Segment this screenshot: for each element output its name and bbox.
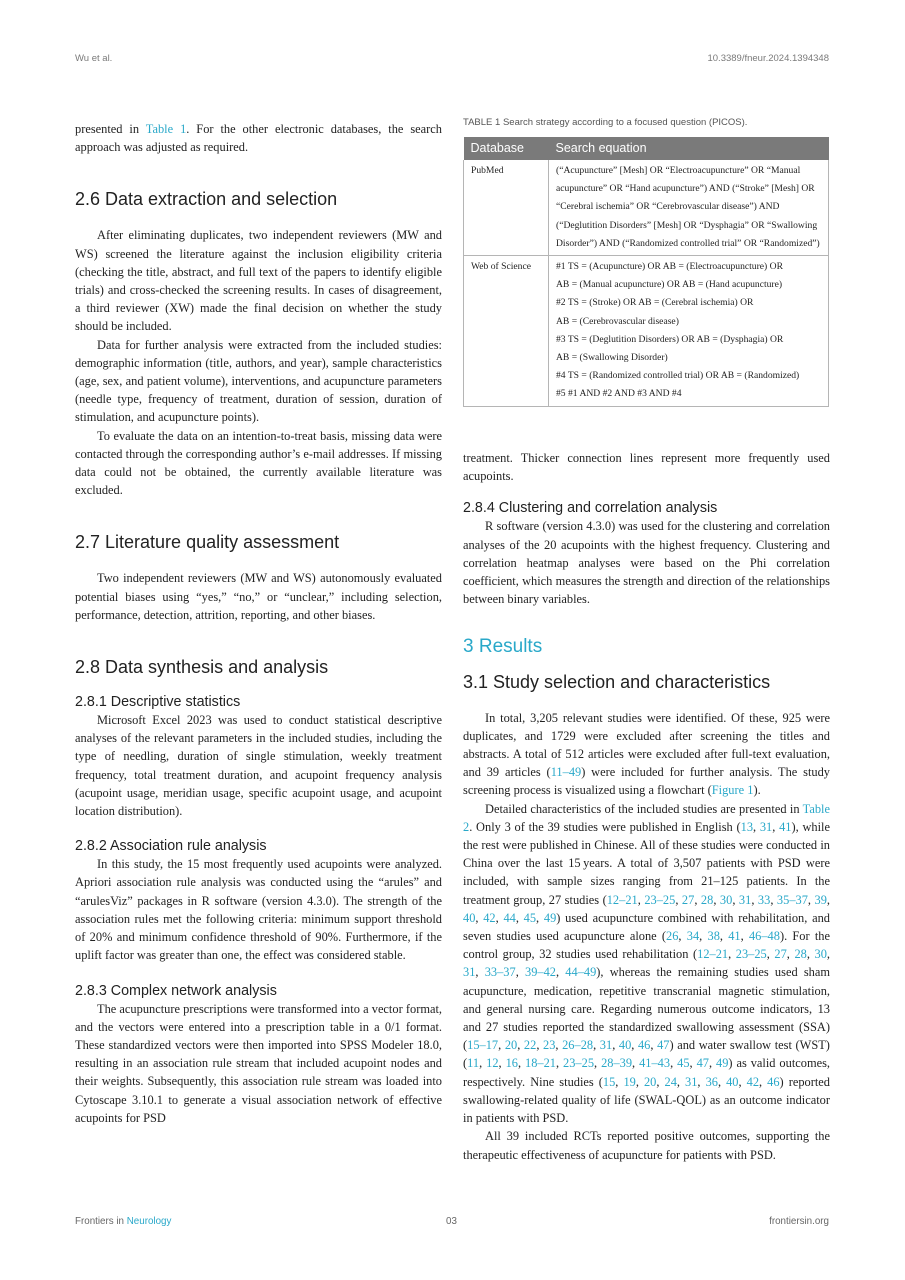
text-run: ,: [678, 929, 687, 944]
section-3-1-p3: All 39 included RCTs reported positive outcomes, supporting the therapeutic effectiveness of acupuncture for patients with PSD.: [463, 1129, 830, 1162]
section-2-6-p3: To evaluate the data on an intention-to-treat basis, missing data were contacted through the corresponding author’s e-mail addresses. If missing data could not be obtained, the currently available literature was excluded.: [75, 428, 442, 498]
citation-link[interactable]: 42: [746, 1074, 760, 1089]
table-cell-equation: (“Acupuncture” [Mesh] OR “Electroacupuncture” OR “Manual acupuncture” OR “Hand acupuncture”) AND (“Stroke” [Mesh] OR “Cerebral ischemia” OR “Cerebrovascular disease”) AND (“Deglutition Disorders” [Mesh] OR “Dysphagia” OR “Swallowing Disorder”) AND (“Randomized controlled trial” OR “Randomized”): [549, 160, 829, 256]
text-run: ,: [615, 1074, 624, 1089]
text-run: ,: [699, 929, 708, 944]
citation-link[interactable]: 11: [467, 1056, 480, 1071]
citation-link[interactable]: 19: [623, 1074, 636, 1089]
citation-link[interactable]: 28: [700, 892, 714, 907]
citation-link[interactable]: 31: [685, 1074, 698, 1089]
table-cell-database: PubMed: [464, 160, 549, 256]
text-run: ,: [536, 1038, 544, 1053]
results-heading: 3 Results: [463, 636, 543, 658]
text-run: ,: [759, 1074, 768, 1089]
citation-link[interactable]: 27: [774, 947, 787, 962]
citation-link[interactable]: 31: [759, 819, 773, 834]
citation-link[interactable]: 35–37: [776, 892, 808, 907]
citation-link[interactable]: 24: [664, 1074, 677, 1089]
table-row: [464, 160, 829, 256]
text-run: ,: [479, 1056, 487, 1071]
text-run: ,: [676, 1074, 686, 1089]
equation-line: #2 TS = (Stroke) OR AB = (Cerebral ischemia) OR: [556, 297, 754, 309]
equation-line: AB = (Swallowing Disorder): [556, 352, 668, 364]
section-2-7-title: 2.7 Literature quality assessment: [75, 532, 340, 553]
text-run: ,: [498, 1056, 506, 1071]
section-3-1-p2: [463, 800, 830, 1128]
text-run: ,: [515, 910, 524, 925]
citation-link[interactable]: 44: [503, 910, 516, 925]
citation-link[interactable]: 40: [618, 1038, 632, 1053]
citation-link[interactable]: 12–21: [606, 892, 638, 907]
text-run: ,: [708, 1056, 716, 1071]
section-2-8-4-title: 2.8.4 Clustering and correlation analysis: [463, 500, 718, 517]
citation-link[interactable]: 28: [794, 947, 807, 962]
equation-line: #5 #1 AND #2 AND #3 AND #4: [556, 388, 682, 400]
text-run: ,: [637, 892, 645, 907]
text-run: ,: [751, 892, 758, 907]
text-run: ) used acupuncture combined with rehabilitation, and seven studies used acupuncture alone (: [463, 910, 830, 944]
text-run: ,: [717, 1074, 727, 1089]
text-run: ,: [498, 1038, 505, 1053]
text-run: ) as valid outcomes, respectively. Nine studies (: [463, 1056, 831, 1089]
citation-link[interactable]: 46: [767, 1074, 780, 1089]
section-3-1-p1: [463, 709, 830, 800]
footer-journal: Frontiers in Neurology: [75, 1216, 172, 1227]
table-row: [464, 256, 829, 407]
citation-link[interactable]: 41: [728, 929, 741, 944]
citation-link[interactable]: 31: [463, 965, 476, 980]
section-2-8-2-title: 2.8.2 Association rule analysis: [75, 838, 267, 855]
citation-link[interactable]: 30: [814, 947, 827, 962]
citation-link[interactable]: 11–49: [550, 765, 582, 780]
citation-link[interactable]: 40: [463, 910, 476, 925]
section-2-8-1-title: 2.8.1 Descriptive statistics: [75, 694, 241, 711]
citation-link[interactable]: 28–39: [601, 1056, 633, 1071]
right-column: [463, 449, 830, 1164]
text-run: ,: [517, 1038, 524, 1053]
citation-link[interactable]: 39–42: [525, 965, 556, 980]
text-run: ,: [738, 1074, 747, 1089]
text-run: ,: [635, 1074, 644, 1089]
text-run: ,: [517, 1056, 525, 1071]
citation-link[interactable]: 39: [814, 892, 827, 907]
section-2-8-title: 2.8 Data synthesis and analysis: [75, 657, 329, 678]
text-run: ,: [475, 965, 485, 980]
section-2-8-4-p: R software (version 4.3.0) was used for the clustering and correlation analyses of the 20 acupoints with the highest frequency. Clustering and correlation heatmap analyses were based on the Phi correlation coefficient, which measures the strength and direction of the relationships between binary variables.: [463, 519, 830, 607]
text-run: ,: [515, 965, 525, 980]
running-header-authors: Wu et al.: [75, 53, 113, 64]
text-run: ,: [536, 910, 544, 925]
section-2-8-2-p: In this study, the 15 most frequently used acupoints were analyzed. Apriori association rule analysis was conducted using the “arules” and “arulesViz” packages in R software (version 4.3.0). The strength of the association rules met the following criteria: minimum support threshold of 20% and minimum confidence threshold of 90%. Furthermore, if the uplift factor was greater than one, the effect was considered stable.: [75, 857, 442, 963]
equation-line: #3 TS = (Deglutition Disorders) OR AB = (Dysphagia) OR: [556, 333, 784, 345]
table-cell-equation: [549, 256, 829, 407]
text-run: ,: [766, 947, 775, 962]
citation-link[interactable]: 42: [483, 910, 496, 925]
table-header-row: [464, 137, 829, 160]
citation-link[interactable]: 23–25: [563, 1056, 595, 1071]
citation-link[interactable]: 26: [666, 929, 679, 944]
citation-link[interactable]: 45: [677, 1056, 690, 1071]
citation-link[interactable]: 15–17: [467, 1038, 499, 1053]
text-run: ,: [713, 892, 720, 907]
citation-link[interactable]: 46: [637, 1038, 651, 1053]
text-run: ,: [555, 965, 566, 980]
citation-link[interactable]: 47: [657, 1038, 670, 1053]
text-run: ,: [770, 892, 777, 907]
section-2-7-p1: Two independent reviewers (MW and WS) autonomously evaluated potential biases using “yes,” “no,” or “unclear,” including selection, performance, detection, attrition, reporting, and other biases.: [75, 571, 442, 622]
text-run: ) reported swallowing-related quality of life (SWAL-QOL) as an outcome indicator in patients with PSD.: [463, 1074, 830, 1126]
text-run: ,: [555, 1056, 564, 1071]
citation-link[interactable]: 12–21: [697, 947, 729, 962]
citation-link[interactable]: 20: [504, 1038, 518, 1053]
text-run: ,: [650, 1038, 658, 1053]
table1: [463, 137, 829, 407]
citation-link[interactable]: 40: [726, 1074, 739, 1089]
text-run: ,: [728, 947, 736, 962]
citation-link[interactable]: 49: [543, 910, 557, 925]
citation-link[interactable]: 23: [543, 1038, 556, 1053]
equation-line: AB = (Cerebrovascular disease): [556, 315, 679, 327]
text-run: ,: [826, 892, 831, 907]
text-run: ,: [670, 1056, 678, 1071]
citation-link[interactable]: 31: [599, 1038, 613, 1053]
equation-line: #1 TS = (Acupuncture) OR AB = (Electroacupuncture) OR: [556, 261, 783, 273]
text-run: ,: [806, 947, 815, 962]
citation-link[interactable]: 44–49: [565, 965, 597, 980]
citation-link[interactable]: 49: [716, 1056, 729, 1071]
citation-link[interactable]: 12: [486, 1056, 499, 1071]
text-run: ). For the control group, 32 studies used rehabilitation (: [463, 929, 830, 962]
citation-link[interactable]: 23–25: [735, 947, 767, 962]
text-run: ,: [772, 819, 780, 834]
table-header-search-equation: Search equation: [549, 137, 829, 160]
citation-link[interactable]: 18–21: [525, 1056, 556, 1071]
section-2-6-p2: Data for further analysis were extracted from the included studies: demographic information (title, authors, and year), sample characteristics (age, sex, and patient volume), interventions, and acupuncture parameters (needle type, frequency of treatment, duration of session, duration of stimulation, and acupuncture points).: [75, 337, 442, 425]
table1-caption: TABLE 1 Search strategy according to a focused question (PICOS).: [463, 117, 748, 128]
citation-link[interactable]: 26–28: [562, 1038, 594, 1053]
section-3-1-title: 3.1 Study selection and characteristics: [463, 671, 771, 692]
text-run: In total, 3,205 relevant studies were identified. Of these, 925 were duplicates, and 1729 were excluded after screening the titles and abstracts. A total of 512 articles were excluded after full-text evaluation, and 39 articles (: [463, 710, 830, 780]
text-run: ).: [753, 783, 761, 798]
text-run: ,: [495, 910, 504, 925]
citation-link[interactable]: 30: [719, 892, 733, 907]
text-run: ,: [656, 1074, 665, 1089]
citation-link[interactable]: 33–37: [484, 965, 516, 980]
text-run: ,: [555, 1038, 563, 1053]
text-run: ,: [631, 1038, 638, 1053]
text-run: Detailed characteristics of the included studies are presented in: [485, 801, 803, 816]
citation-link[interactable]: 45: [523, 910, 537, 925]
text-run: ,: [632, 1056, 640, 1071]
citation-link[interactable]: 47: [696, 1056, 709, 1071]
text-run: ), whereas the remaining studies used sham acupuncture, medication, repetitive transcranial magnetic stimulation, and general nursing care. Regarding numerous outcome indicators, 13 and 27 studies reported the standardized swallowing assessment (SSA) (: [463, 965, 830, 1053]
citation-link[interactable]: 16: [505, 1056, 518, 1071]
equation-line: #4 TS = (Randomized controlled trial) OR AB = (Randomized): [556, 370, 800, 382]
text-run: ,: [593, 1038, 600, 1053]
text-run: ,: [594, 1056, 602, 1071]
table1-figure: [463, 117, 830, 407]
text-run: ,: [740, 929, 749, 944]
citation-link[interactable]: 41–43: [639, 1056, 671, 1071]
footer-site-link[interactable]: frontiersin.org: [769, 1216, 829, 1227]
text-run: . Only 3 of the 39 studies were published in English (: [469, 819, 741, 834]
citation-link[interactable]: 22: [523, 1038, 537, 1053]
page-number: 03: [446, 1216, 457, 1227]
text-run: ,: [697, 1074, 706, 1089]
citation-link[interactable]: 15: [602, 1074, 616, 1089]
section-2-6-title: 2.6 Data extraction and selection: [75, 189, 338, 210]
section-2-8-3-p: The acupuncture prescriptions were transformed into a vector format, and the vectors were entered into a prescription table in a 0/1 format. These standardized vectors were then imported into SPSS Modeler 18.0, resulting in an association rule stream that included acupoint nodes and their weights. Subsequently, this association rule stream was loaded into Cytoscape 3.10.1 to generate a visual association network of effective acupoints for PSD: [75, 1001, 442, 1125]
citation-link[interactable]: 23–25: [644, 892, 676, 907]
text-run: ,: [753, 819, 760, 834]
citation-link[interactable]: 41: [779, 819, 792, 834]
section-2-8-3-title: 2.8.3 Complex network analysis: [75, 982, 277, 999]
citation-link[interactable]: 33: [757, 892, 771, 907]
text-run: ,: [826, 947, 830, 962]
text-run: ,: [786, 947, 795, 962]
citation-link[interactable]: 46–48: [748, 929, 780, 944]
text-run: ,: [612, 1038, 619, 1053]
table1-link[interactable]: Table 1: [145, 122, 187, 136]
text-run: ,: [694, 892, 701, 907]
table-header-database: Database: [464, 137, 549, 160]
text-run: ,: [719, 929, 729, 944]
intro-paragraph: presented in Table 1. For the other electronic databases, the search approach was adjusted as required.: [75, 122, 442, 155]
running-header-doi: 10.3389/fneur.2024.1394348: [707, 53, 829, 64]
section-2-6-p1: After eliminating duplicates, two independent reviewers (MW and WS) screened the literature against the inclusion eligibility criteria (checking the title, abstract, and full text of the papers to identify eligible trials) and cross-checked the screening results. In cases of disagreement, a third reviewer (XW) made the final decision on whether the study should be included.: [75, 228, 442, 334]
citation-link[interactable]: Figure 1: [711, 783, 754, 798]
citation-link[interactable]: 38: [707, 929, 720, 944]
text-run: ,: [675, 892, 682, 907]
text-run: ,: [732, 892, 739, 907]
text-run: ,: [689, 1056, 697, 1071]
citation-link[interactable]: 34: [686, 929, 700, 944]
citation-link[interactable]: Table 2: [463, 801, 830, 834]
table-cell-database: Web of Science: [464, 256, 549, 407]
text-run: ), while the rest were published in Chinese. All of these studies were conducted in China over the last 15 years. A total of 3,507 patients with PSD were included, with sample sizes ranging from 21–125 patients. In the treatment group, 27 studies (: [463, 819, 830, 907]
text-run: ) and water swallow test (WST) (: [463, 1038, 830, 1071]
text-run: ,: [807, 892, 815, 907]
text-run: ) were included for further analysis. The study screening process is visualized using a flowchart (: [463, 765, 830, 798]
citation-link[interactable]: 27: [681, 892, 695, 907]
journal-link[interactable]: Neurology: [126, 1216, 172, 1227]
citation-link[interactable]: 31: [738, 892, 752, 907]
citation-link[interactable]: 20: [643, 1074, 657, 1089]
equation-line: AB = (Manual acupuncture) OR AB = (Hand acupuncture): [556, 279, 783, 291]
text-run: ,: [475, 910, 484, 925]
citation-link[interactable]: 36: [705, 1074, 718, 1089]
citation-link[interactable]: 13: [740, 819, 754, 834]
left-column: [75, 120, 442, 1127]
continued-paragraph: treatment. Thicker connection lines represent more frequently used acupoints.: [463, 451, 830, 484]
section-2-8-1-p: Microsoft Excel 2023 was used to conduct statistical descriptive analyses of the relevant parameters in the included studies, including the type of needling, duration of single stimulation, weekly treatment frequency, total treatment duration, and acupoint frequency analysis (acupoint usage, meridian usage, specific acupoint usage, and acupoint location distribution).: [75, 713, 442, 819]
